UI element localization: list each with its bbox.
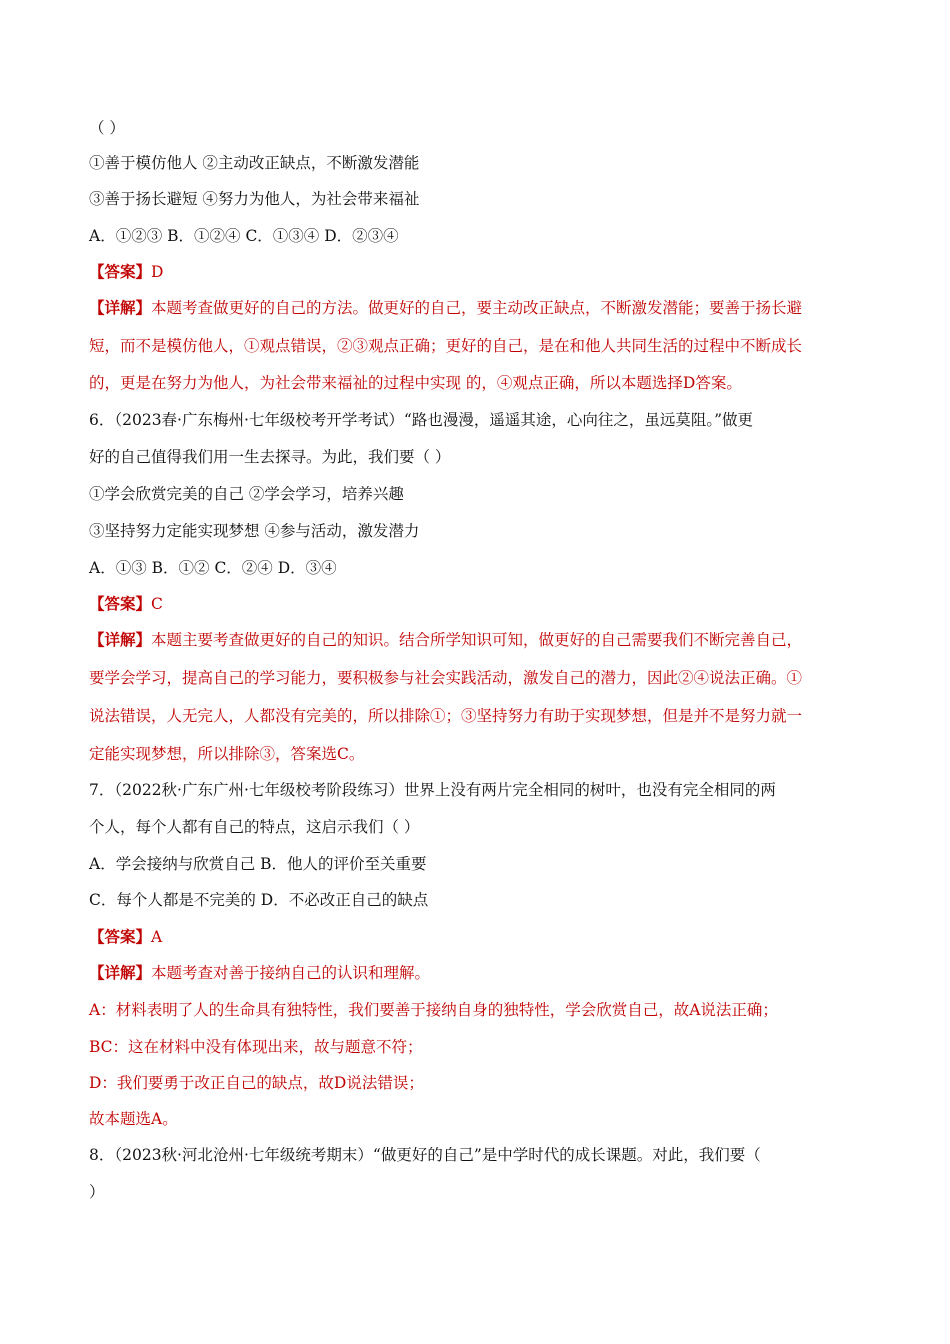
q7-explanation-1 xyxy=(89,963,869,983)
answer-value: A xyxy=(151,928,163,946)
q6-explanation-2: 要学会学习，提高自己的学习能力，要积极参与社会实践活动，激发自己的潜力，因此②④说法正确。① xyxy=(89,669,803,687)
q6-options-1-2: ①学会欣赏完美的自己 ②学会学习，培养兴趣 xyxy=(89,485,404,503)
q5-explanation-2: 短，而不是模仿他人，①观点错误，②③观点正确；更好的自己，是在和他人共同生活的过程中不断成长 xyxy=(89,337,803,355)
q5-option-row-2: ③善于扬长避短 ④努力为他人，为社会带来福祉 xyxy=(89,190,420,208)
q5-explanation-3: 的，更是在努力为他人，为社会带来福祉的过程中实现 的，④观点正确，所以本题选择D答案。 xyxy=(89,374,742,392)
q8-stem-1: 8．（2023秋·河北沧州·七年级统考期末）“做更好的自己”是中学时代的成长课题。对此，我们要（ xyxy=(89,1146,761,1164)
q5-choices: A．①②③ B．①②④ C．①③④ D．②③④ xyxy=(89,227,399,245)
answer-value: D xyxy=(151,263,164,281)
q5-answer xyxy=(89,262,869,282)
q8-stem-2: ） xyxy=(89,1183,105,1201)
q5-options-3-4 xyxy=(89,189,869,209)
explanation-label: 【详解】 xyxy=(89,298,152,317)
q7-stem-2: 个人，每个人都有自己的特点，这启示我们（ ） xyxy=(89,818,420,836)
answer-value: C xyxy=(151,595,163,613)
q6-choices: A．①③ B．①② C．②④ D．③④ xyxy=(89,559,337,577)
explanation-label: 【详解】 xyxy=(89,963,152,982)
answer-label: 【答案】 xyxy=(89,262,152,281)
q5-option-row-1: ①善于模仿他人 ②主动改正缺点，不断激发潜能 xyxy=(89,154,420,172)
q6-stem-2: 好的自己值得我们用一生去探寻。为此，我们要（ ） xyxy=(89,448,451,466)
explanation-text: 本题考查对善于接纳自己的认识和理解。 xyxy=(151,964,431,982)
explanation-text: 本题考查做更好的自己的方法。做更好的自己，要主动改正缺点，不断激发潜能；要善于扬长避 xyxy=(151,299,803,317)
q5-options-1-2 xyxy=(89,153,869,173)
answer-label: 【答案】 xyxy=(89,594,152,613)
q6-explanation-1 xyxy=(89,630,869,650)
q6-explanation-4: 定能实现梦想，所以排除③，答案选C。 xyxy=(89,745,365,763)
q7-explanation-a: A：材料表明了人的生命具有独特性，我们要善于接纳自身的独特性，学会欣赏自己，故A说法正确； xyxy=(89,1001,778,1019)
q7-explanation-bc: BC：这在材料中没有体现出来，故与题意不符； xyxy=(89,1038,423,1056)
q7-answer xyxy=(89,927,869,947)
answer-label: 【答案】 xyxy=(89,927,152,946)
q7-choices-c-d: C．每个人都是不完美的 D．不必改正自己的缺点 xyxy=(89,891,429,909)
explanation-label: 【详解】 xyxy=(89,630,152,649)
q7-explanation-d: D：我们要勇于改正自己的缺点，故D说法错误； xyxy=(89,1074,424,1092)
q5-explanation-1 xyxy=(89,298,869,318)
q5-bracket: （ ） xyxy=(89,119,125,137)
q7-choices-a-b: A．学会接纳与欣赏自己 B．他人的评价至关重要 xyxy=(89,855,427,873)
q7-stem-1: 7．（2022秋·广东广州·七年级校考阶段练习）世界上没有两片完全相同的树叶，也没有完全相同的两 xyxy=(89,781,776,799)
q7-conclusion: 故本题选A。 xyxy=(89,1110,178,1128)
q6-explanation-3: 说法错误，人无完人，人都没有完美的，所以排除①；③坚持努力有助于实现梦想，但是并不是努力就一 xyxy=(89,707,803,725)
q6-answer xyxy=(89,594,869,614)
q6-stem-1: 6．（2023春·广东梅州·七年级校考开学考试）“路也漫漫，遥遥其途，心向往之，虽远莫阻。”做更 xyxy=(89,411,754,429)
q6-options-3-4: ③坚持努力定能实现梦想 ④参与活动，激发潜力 xyxy=(89,522,420,540)
explanation-text: 本题主要考查做更好的自己的知识。结合所学知识可知，做更好的自己需要我们不断完善自己， xyxy=(151,631,803,649)
